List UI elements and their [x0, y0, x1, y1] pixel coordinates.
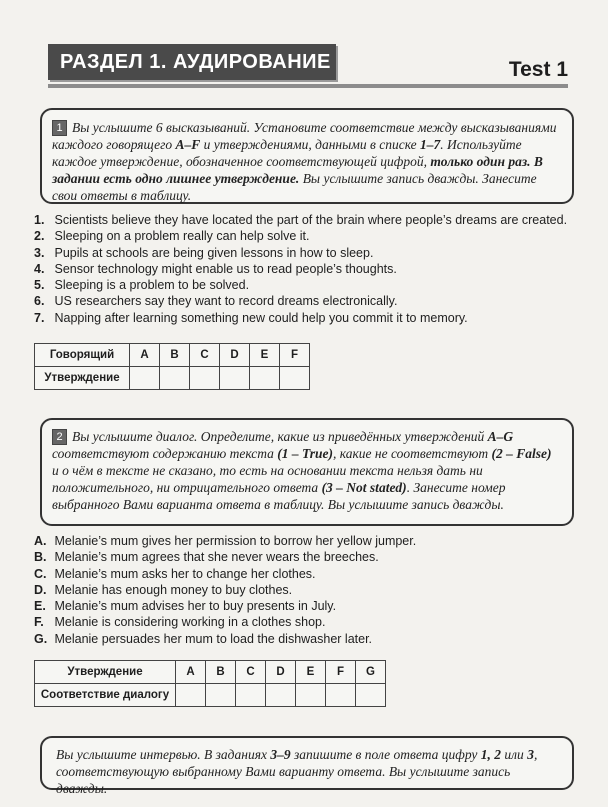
list-item: 2. Sleeping on a problem really can help solve it. [34, 229, 310, 244]
table-row [35, 367, 310, 390]
task2-instruction-text: Вы услышите диалог. Определите, какие из приведённых утверждений [72, 429, 488, 444]
list-item: 6. US researchers say they want to record dreams electronically. [34, 294, 398, 309]
list-item: 7. Napping after learning something new could help you commit it to memory. [34, 310, 468, 325]
column-header: C [236, 661, 266, 684]
column-header: G [356, 661, 386, 684]
column-header: B [206, 661, 236, 684]
task2-instruction-text: и о чём в тексте не сказано, то есть на основании текста нельзя дать ни положительного, ни отрицательного ответа [52, 463, 483, 495]
task3-instruction-text: или [501, 747, 528, 762]
list-item: A. Melanie’s mum gives her permission to borrow her yellow jumper. [34, 534, 417, 548]
answer-cell[interactable] [326, 684, 356, 707]
task2-instruction-text: , какие не соответствуют [333, 446, 492, 461]
table-row-label: Утверждение [35, 661, 176, 684]
task2-instruction-box [40, 418, 574, 526]
column-header: D [220, 344, 250, 367]
list-item: 4. Sensor technology might enable us to read people’s thoughts. [34, 261, 397, 276]
task2-instruction-text: (1 – True) [277, 446, 333, 461]
answer-cell[interactable] [190, 367, 220, 390]
task3-instruction-text: 3–9 [270, 747, 291, 762]
task1-instruction-box [40, 108, 574, 204]
answer-cell[interactable] [250, 367, 280, 390]
column-header: D [266, 661, 296, 684]
task1-instruction-text: Вы услышите запись дважды. Занесите свои ответы в таблицу. [52, 171, 537, 203]
table-row [35, 344, 310, 367]
task2-statement-list [34, 533, 416, 647]
list-item: 3. Pupils at schools are being given lessons in how to sleep. [34, 245, 374, 260]
task3-instruction-text: 3 [527, 747, 534, 762]
task2-number-badge: 2 [52, 429, 67, 445]
answer-cell[interactable] [220, 367, 250, 390]
column-header: B [160, 344, 190, 367]
list-item: 5. Sleeping is a problem to be solved. [34, 278, 250, 293]
answer-cell[interactable] [206, 684, 236, 707]
test-label: Test 1 [508, 58, 568, 81]
task1-answer-table [34, 343, 310, 390]
column-header: F [326, 661, 356, 684]
task2-instruction-text: A–G [487, 429, 514, 444]
section-title: РАЗДЕЛ 1. АУДИРОВАНИЕ [60, 51, 331, 73]
task3-instruction-text: Вы услышите интервью. В заданиях [56, 747, 271, 762]
task1-instruction-text: A–F [175, 137, 201, 152]
task1-instruction-text: . Используйте каждое утверждение, обозначенное соответствующей цифрой, [52, 137, 522, 169]
column-header: E [296, 661, 326, 684]
task3-instruction-text: 1, 2 [480, 747, 502, 762]
section-header [48, 44, 336, 80]
answer-cell[interactable] [160, 367, 190, 390]
header-divider [48, 84, 568, 88]
answer-cell[interactable] [280, 367, 310, 390]
table-row-label: Утверждение [35, 367, 130, 390]
task2-answer-table [34, 660, 386, 707]
answer-cell[interactable] [356, 684, 386, 707]
task1-number-badge: 1 [52, 120, 67, 136]
column-header: F [280, 344, 310, 367]
answer-cell[interactable] [236, 684, 266, 707]
task2-instruction-text: (3 – Not stated) [321, 480, 407, 495]
answer-cell[interactable] [266, 684, 296, 707]
list-item: C. Melanie’s mum asks her to change her clothes. [34, 566, 316, 581]
task2-instruction-text: . Занесите номер выбранного Вами варианта ответа в таблицу. Вы услышите запись дважды. [52, 480, 506, 512]
task1-statement-list [34, 212, 567, 326]
task3-instruction-text: запишите в поле ответа цифру [290, 747, 481, 762]
column-header: A [176, 661, 206, 684]
task2-instruction-text: соответствуют содержанию текста [52, 446, 278, 461]
list-item: G. Melanie persuades her mum to load the dishwasher later. [34, 631, 373, 646]
answer-cell[interactable] [130, 367, 160, 390]
answer-cell[interactable] [296, 684, 326, 707]
task1-instruction-text: и утверждениями, данными в списке [200, 137, 421, 152]
task3-instruction-box [40, 736, 574, 796]
list-item: F. Melanie is considering working in a clothes shop. [34, 615, 326, 630]
list-item: D. Melanie has enough money to buy clothes. [34, 582, 293, 597]
column-header: A [130, 344, 160, 367]
list-item: 1. Scientists believe they have located the part of the brain where people’s dreams are created. [34, 213, 568, 227]
answer-cell[interactable] [176, 684, 206, 707]
column-header: C [190, 344, 220, 367]
task3-instruction-text: , соответствующую выбранному Вами варианту ответа. Вы услышите запись дважды. [56, 747, 538, 796]
list-item: E. Melanie’s mum advises her to buy presents in July. [34, 599, 337, 614]
table-row [35, 661, 386, 684]
task1-instruction-text: 1–7 [420, 137, 441, 152]
table-row [35, 684, 386, 707]
table-row-label: Говорящий [35, 344, 130, 367]
task1-instruction-text: Вы услышите 6 высказываний. Установите соответствие между высказываниями каждого говорящего [52, 120, 557, 152]
column-header: E [250, 344, 280, 367]
table-row-label: Соответствие диалогу [35, 684, 176, 707]
task1-instruction-emphasis: только один раз. В задании есть одно лишнее утверждение. [52, 154, 543, 186]
list-item: B. Melanie’s mum agrees that she never wears the breeches. [34, 550, 379, 565]
task2-instruction-text: (2 – False) [491, 446, 552, 461]
